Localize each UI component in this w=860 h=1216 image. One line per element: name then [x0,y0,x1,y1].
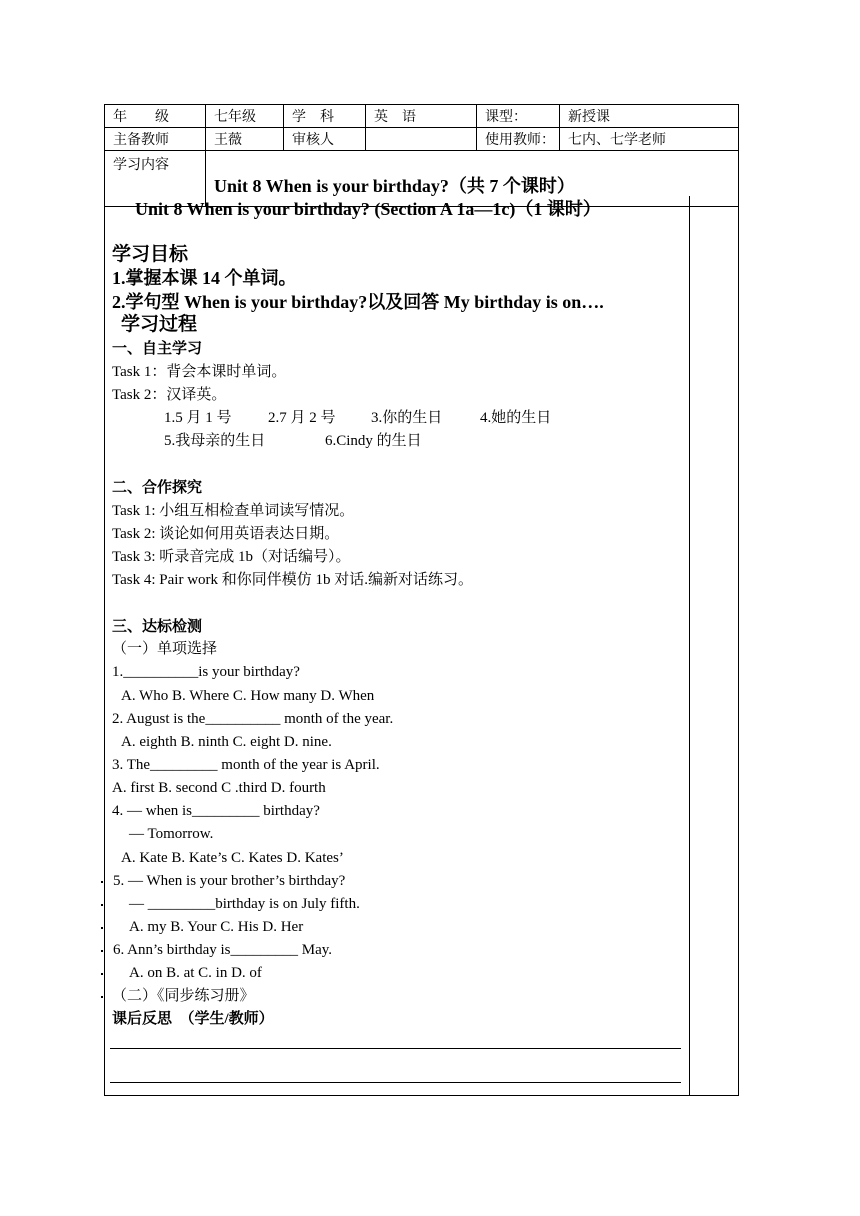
subject-value: 英 语 [366,105,477,128]
question-6-options: A. on B. at C. in D. of [129,965,262,981]
section-2-task-4: Task 4: Pair work 和你同伴模仿 1b 对话.编新对话练习。 [112,572,474,588]
goals-heading: 学习目标 [112,244,189,265]
section-2-heading: 二、合作探究 [112,480,203,496]
reviewer-value [366,128,477,151]
section-2-task-1: Task 1: 小组互相检查单词读写情况。 [112,503,355,519]
margin-dot [101,973,103,975]
question-4-options: A. Kate B. Kate’s C. Kates D. Kates’ [121,850,344,866]
user-teacher-label: 使用教师： [477,128,560,151]
goal-1: 1.掌握本课 14 个单词。 [112,268,297,288]
side-column-divider [689,196,690,1096]
question-1-options: A. Who B. Where C. How many D. When [121,688,375,704]
translate-item-4: 4.她的生日 [480,410,552,426]
process-heading: 学习过程 [121,314,198,335]
question-5-options: A. my B. Your C. His D. Her [129,919,304,935]
reflection-line-1 [110,1048,681,1049]
margin-dot [101,950,103,952]
question-6: 6. Ann’s birthday is_________ May. [113,942,333,958]
question-4: 4. — when is_________ birthday? [112,803,320,819]
section-3-sub-2: （二）《同步练习册》 [112,988,255,1004]
question-2-options: A. eighth B. ninth C. eight D. nine. [121,734,332,750]
translate-item-1: 1.5 月 1 号 [164,410,232,426]
question-1: 1.__________is your birthday? [112,664,300,680]
section-2-task-3: Task 3: 听录音完成 1b（对话编号）。 [112,549,351,565]
section-2-task-2: Task 2: 谈论如何用英语表达日期。 [112,526,340,542]
reflection-line-2 [110,1082,681,1083]
section-1-task-2: Task 2：汉译英。 [112,387,227,403]
lesson-type-value: 新授课 [560,105,739,128]
content-label: 学习内容 [105,151,206,207]
lead-teacher-label: 主备教师 [105,128,206,151]
lesson-title: Unit 8 When is your birthday? (Section A 1a—1c)（1 课时） [135,199,601,219]
question-5: 5. — When is your brother’s birthday? [113,873,346,889]
question-3: 3. The_________ month of the year is April. [112,757,380,773]
header-row-teachers [105,128,739,151]
reflection-heading: 课后反思 （学生/教师） [112,1011,274,1027]
margin-dot [101,881,103,883]
question-3-options: A. first B. second C .third D. fourth [112,780,326,796]
question-5-reply: — _________birthday is on July fifth. [129,896,360,912]
margin-dot [101,927,103,929]
goal-2: 2.学句型 When is your birthday?以及回答 My birthday is on…. [112,292,604,312]
section-3-sub-1: （一）单项选择 [112,641,218,657]
reviewer-label: 审核人 [284,128,366,151]
margin-dot [101,904,103,906]
margin-dot [101,996,103,998]
header-table [104,104,739,207]
question-4-reply: — Tomorrow. [129,826,214,842]
lead-teacher-value: 王薇 [206,128,284,151]
translate-item-6: 6.Cindy 的生日 [325,433,422,449]
question-2: 2. August is the__________ month of the year. [112,711,394,727]
lesson-type-label: 课型： [477,105,560,128]
translate-item-5: 5.我母亲的生日 [164,433,266,449]
translate-item-2: 2.7 月 2 号 [268,410,336,426]
section-3-heading: 三、达标检测 [112,619,203,635]
user-teacher-value: 七内、七学老师 [560,128,739,151]
subject-label: 学 科 [284,105,366,128]
section-1-task-1: Task 1：背会本课时单词。 [112,364,287,380]
content-value: Unit 8 When is your birthday?（共 7 个课时） [206,151,739,207]
grade-value: 七年级 [206,105,284,128]
section-1-heading: 一、自主学习 [112,341,203,357]
translate-item-3: 3.你的生日 [371,410,443,426]
header-row-grade [105,105,739,128]
grade-label: 年 级 [105,105,206,128]
